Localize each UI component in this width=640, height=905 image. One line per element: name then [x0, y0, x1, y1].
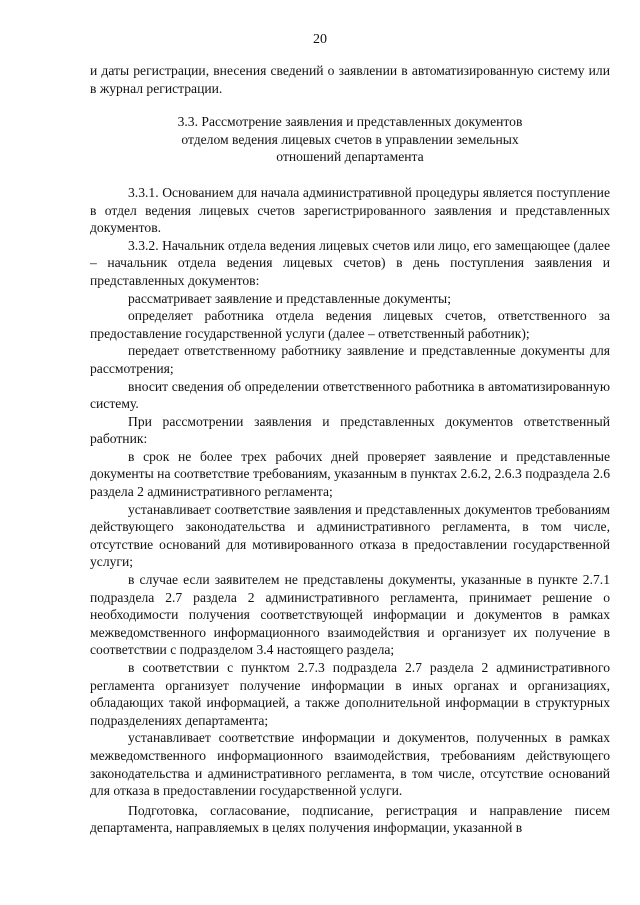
section-heading — [90, 113, 610, 166]
paragraph-item: передает ответственному работнику заявление и представленные документы для рассмотрения; — [90, 343, 610, 376]
document-body — [90, 62, 610, 837]
paragraph-item: в случае если заявителем не представлены документы, указанные в пункте 2.7.1 подраздела 2.7 раздела 2 административного регламента, принимает решение о необходимости получения соответствующей информации и документов в рамках межведомственного информационного взаимодействия и организует их получение в соответствии с подразделом 3.4 настоящего раздела; — [90, 572, 610, 658]
paragraph-item: рассматривает заявление и представленные документы; — [128, 290, 451, 306]
paragraph-item: определяет работника отдела ведения лицевых счетов, ответственного за предоставление государственной услуги (далее – ответственный работник); — [90, 308, 610, 341]
paragraph-item: Подготовка, согласование, подписание, регистрация и направление писем департамента, направляемых в целях получения информации, указанной в — [90, 802, 610, 836]
paragraph-item: вносит сведения об определении ответственного работника в автоматизированную систему. — [90, 378, 610, 412]
paragraph-3-3-2: 3.3.2. Начальник отдела ведения лицевых счетов или лицо, его замещающее (далее – начальник отдела ведения лицевых счетов) в день поступления заявления и представленных документов: — [90, 237, 610, 288]
paragraph-item: в срок не более трех рабочих дней проверяет заявление и представленные документы на соответствие требованиям, указанным в пунктах 2.6.2, 2.6.3 подраздела 2.6 раздела 2 административного регламента; — [90, 448, 610, 500]
section-heading-line: отделом ведения лицевых счетов в управлении земельных — [181, 131, 519, 147]
paragraph-item: в соответствии с пунктом 2.7.3 подраздела 2.7 раздела 2 административного регламента организует получение информации в иных органах и организациях, обладающих такой информацией, а также дополнительной информации в структурных подразделениях департамента; — [90, 660, 610, 728]
paragraph-item: устанавливает соответствие информации и документов, полученных в рамках межведомственного информационного взаимодействия, требованиям действующего законодательства и административного регламента, в том числе, отсутствие оснований для отказа в предоставлении государственной услуги. — [90, 730, 610, 799]
intro-paragraph: и даты регистрации, внесения сведений о заявлении в автоматизированную систему или в журнал регистрации. — [90, 63, 610, 96]
section-heading-line: отношений департамента — [276, 149, 424, 165]
paragraph-3-3-1: 3.3.1. Основанием для начала административной процедуры является поступление в отдел ведения лицевых счетов зарегистрированного заявления и представленных документов. — [90, 184, 610, 236]
section-heading-line: 3.3. Рассмотрение заявления и представленных документов — [177, 114, 523, 130]
page-number: 20 — [313, 32, 327, 47]
paragraph-item: При рассмотрении заявления и представленных документов ответственный работник: — [90, 413, 610, 447]
paragraph-item: устанавливает соответствие заявления и представленных документов требованиям действующего законодательства и административного регламента, в том числе, отсутствие оснований для мотивированного отказа в предоставлении государственной услуги; — [90, 501, 610, 570]
